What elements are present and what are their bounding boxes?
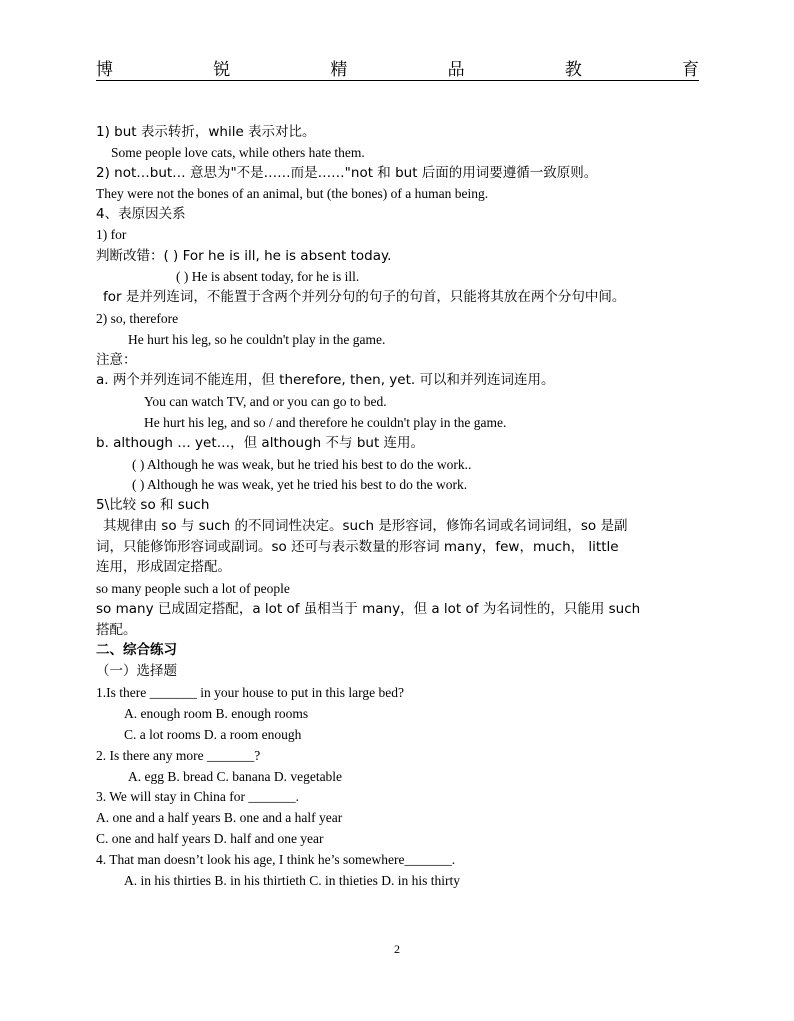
example-sentence: You can watch TV, and or you can go to bed. [144,394,387,409]
header-char-5: 教 [564,60,582,79]
example-sentence: He hurt his leg, so he couldn't play in the game. [128,332,386,347]
text-line: 搭配。 [96,622,137,638]
question: 3. We will stay in China for _______. [96,789,300,804]
subsection-heading: 1) for [96,227,127,242]
example-sentence: He hurt his leg, and so / and therefore he couldn't play in the game. [144,415,507,430]
section-heading: 4、表原因关系 [96,206,186,222]
text-line: 连用，形成固定搭配。 [96,559,231,575]
question: 1.Is there _______ in your house to put in this large bed? [96,685,404,700]
question-type-heading: （一）选择题 [96,663,177,679]
page-header [96,58,699,81]
subsection-heading: 2) so, therefore [96,311,179,326]
section-heading: 5\比较 so 和 such [96,497,210,513]
note-heading: 注意： [96,352,137,368]
text-line: for 是并列连词，不能置于含两个并列分句的句子的句首，只能将其放在两个分句中间。 [103,289,626,305]
answer-options: A. egg B. bread C. banana D. vegetable [128,769,343,784]
answer-options: C. a lot rooms D. a room enough [124,727,302,742]
example-sentence: Some people love cats, while others hate them. [111,145,365,160]
header-char-1: 博 [96,60,113,79]
page-number: 2 [394,942,400,956]
text-line: 2) not…but… 意思为"不是……而是……"not 和 but 后面的用词要遵循一致原则。 [96,165,598,181]
answer-options: C. one and half years D. half and one year [96,831,324,846]
answer-options: A. enough room B. enough rooms [124,706,309,721]
question: 2. Is there any more _______? [96,748,261,763]
example-phrases: so many people such a lot of people [96,581,290,596]
text-line: 其规律由 so 与 such 的不同词性决定。such 是形容词，修饰名词或名词词组，so 是副 [103,518,628,534]
text-line: a. 两个并列连词不能连用，但 therefore, then, yet. 可以和并列连词连用。 [96,372,555,388]
exercise-line: ( ) Although he was weak, but he tried his best to do the work.. [132,457,472,472]
question: 4. That man doesn’t look his age, I think he’s somewhere_______. [96,852,456,867]
example-sentence: They were not the bones of an animal, but (the bones) of a human being. [96,186,489,201]
text-line: 1) but 表示转折，while 表示对比。 [96,124,316,140]
exercise-line: ( ) Although he was weak, yet he tried his best to do the work. [132,477,468,492]
text-line: so many 已成固定搭配，a lot of 虽相当于 many，但 a lot of 为名词性的，只能用 such [96,601,641,617]
answer-options: A. in his thirties B. in his thirtieth C. in thieties D. in his thirty [124,873,460,888]
text-line: b. although … yet…，但 although 不与 but 连用。 [96,435,425,451]
header-char-2: 锐 [213,60,231,79]
header-char-3: 精 [330,60,348,79]
header-char-4: 品 [447,60,465,79]
exercise-line: 判断改错：( ) For he is ill, he is absent today. [96,248,392,264]
text-line: 词，只能修饰形容词或副词。so 还可与表示数量的形容词 many，few，much， little [96,539,619,555]
exercise-line: ( ) He is absent today, for he is ill. [176,269,360,284]
answer-options: A. one and a half years B. one and a half year [96,810,343,825]
header-char-6: 育 [681,60,699,79]
part-heading: 二、综合练习 [96,642,177,658]
